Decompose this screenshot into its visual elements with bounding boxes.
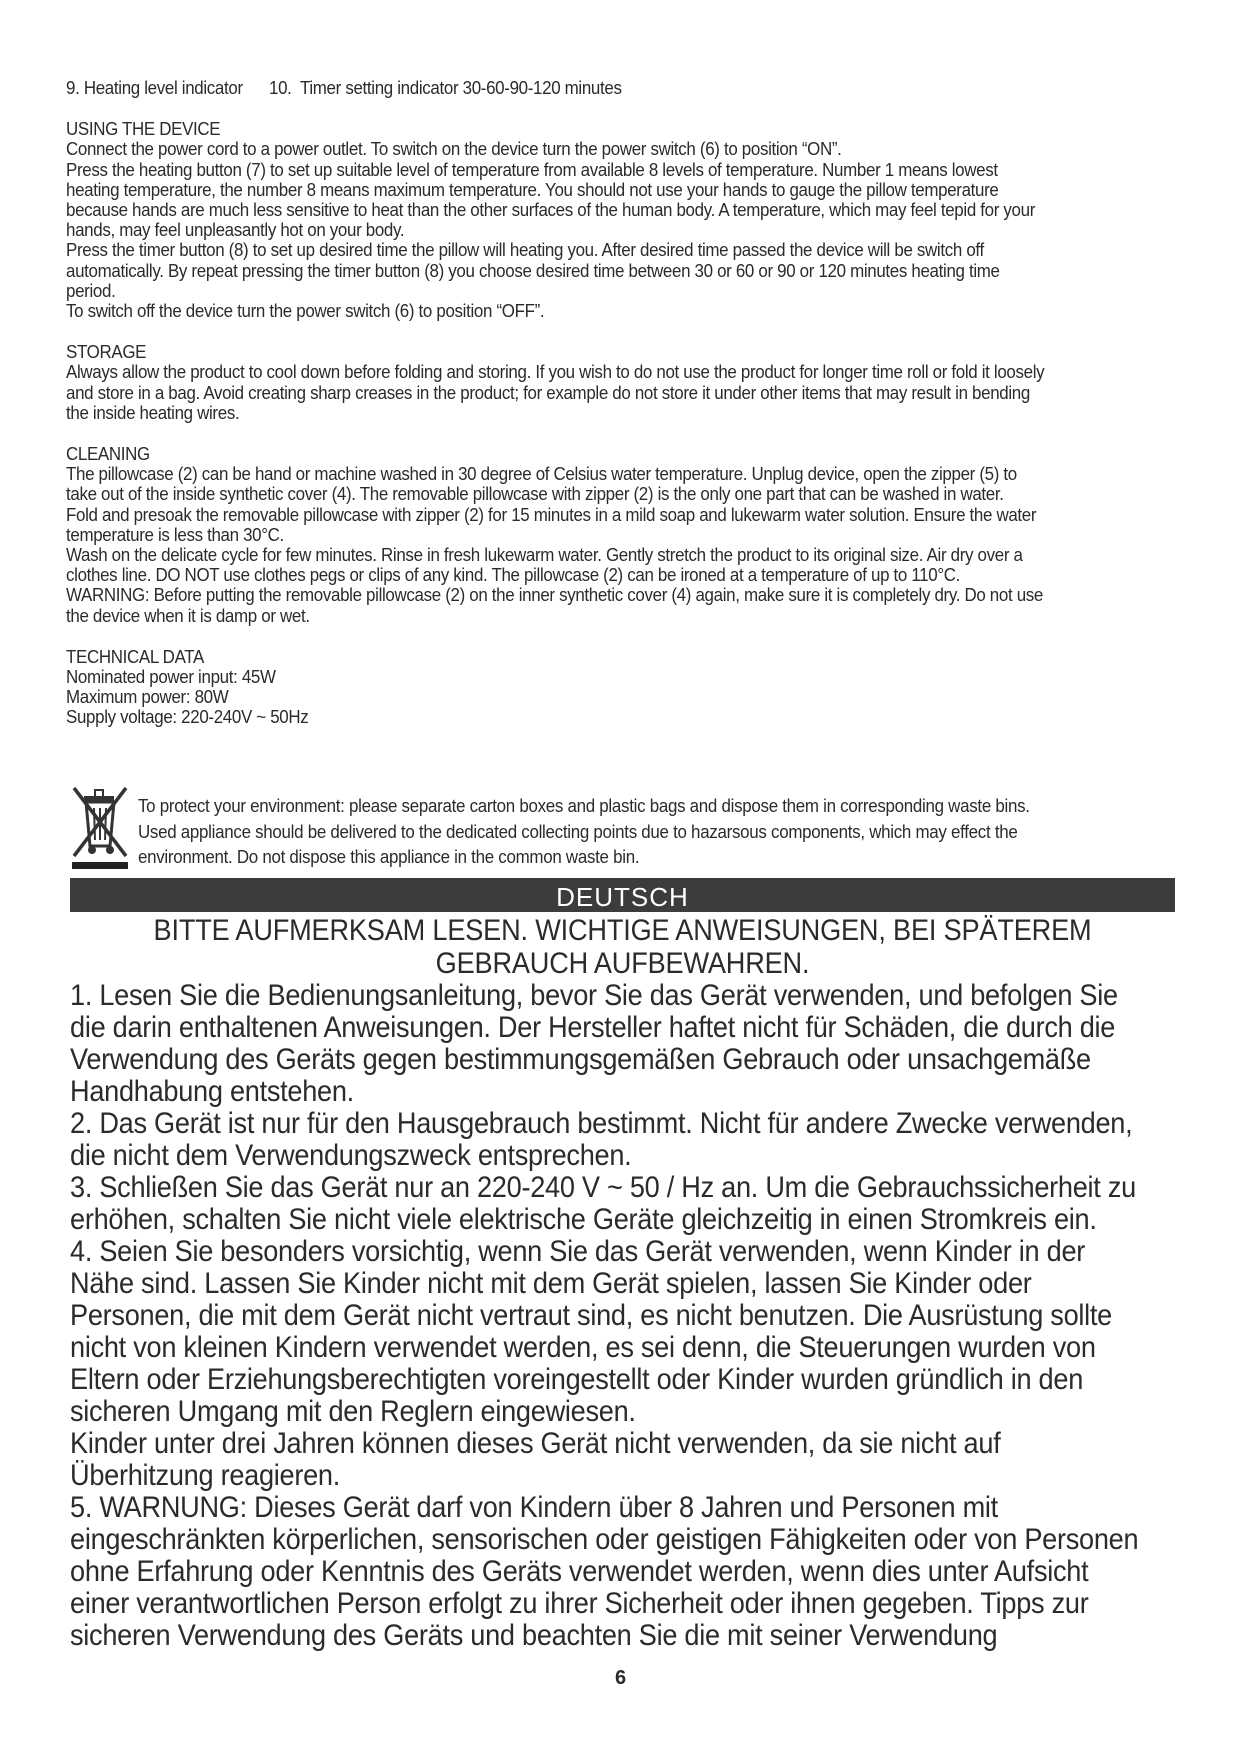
technical-line: Supply voltage: 220-240V ~ 50Hz [66, 707, 309, 728]
using-line: heating temperature, the number 8 means maximum temperature. You should not use your hands to gauge the pillow temperature [66, 179, 999, 200]
german-line: Nähe sind. Lassen Sie Kinder nicht mit dem Gerät spielen, lassen Sie Kinder oder [70, 1267, 1032, 1300]
cleaning-line: clothes line. DO NOT use clothes pegs or clips of any kind. The pillowcase (2) can be ironed at a temperature of up to 110°C. [66, 565, 961, 586]
crossed-out-bin-icon [70, 784, 130, 870]
german-title [114, 914, 1131, 980]
environment-line: Used appliance should be delivered to the dedicated collecting points due to hazarsous components, which may effect the [138, 821, 1018, 842]
german-line: Verwendung des Geräts gegen bestimmungsgemäßen Gebrauch oder unsachgemäße [70, 1043, 1091, 1076]
german-line: einer verantwortlichen Person erfolgt zu ihrer Sicherheit oder ihnen gegeben. Tipps zur [70, 1587, 1089, 1620]
technical-heading: TECHNICAL DATA [66, 646, 204, 667]
german-line: Überhitzung reagieren. [70, 1459, 341, 1492]
german-line: die darin enthaltenen Anweisungen. Der Hersteller haftet nicht für Schäden, die durch die [70, 1011, 1116, 1044]
storage-line: Always allow the product to cool down before folding and storing. If you wish to do not use the product for longer time roll or fold it loosely [66, 362, 1045, 383]
german-line: 3. Schließen Sie das Gerät nur an 220-240 V ~ 50 / Hz an. Um die Gebrauchssicherheit zu [70, 1171, 1136, 1204]
indicators-line: 9. Heating level indicator 10. Timer setting indicator 30-60-90-120 minutes [66, 78, 622, 98]
using-line: period. [66, 280, 116, 301]
environment-notice [66, 784, 1186, 870]
technical-line: Maximum power: 80W [66, 687, 229, 708]
using-heading: USING THE DEVICE [66, 119, 221, 140]
german-line: 1. Lesen Sie die Bedienungsanleitung, bevor Sie das Gerät verwenden, und befolgen Sie [70, 979, 1118, 1012]
technical-line: Nominated power input: 45W [66, 667, 276, 688]
german-line: nicht von kleinen Kindern verwendet werden, es sei denn, die Steuerungen wurden von [70, 1331, 1096, 1364]
english-section [66, 78, 1108, 728]
german-line: 5. WARNUNG: Dieses Gerät darf von Kindern über 8 Jahren und Personen mit [70, 1491, 998, 1524]
german-title-line: BITTE AUFMERKSAM LESEN. WICHTIGE ANWEISUNGEN, BEI SPÄTEREM [153, 914, 1092, 947]
german-line: Kinder unter drei Jahren können dieses Gerät nicht verwenden, da sie nicht auf [70, 1427, 1001, 1460]
german-line: sicheren Verwendung des Geräts und beachten Sie die mit seiner Verwendung [70, 1619, 998, 1652]
german-line: ohne Erfahrung oder Kenntnis des Geräts verwendet werden, wenn dies unter Aufsicht [70, 1555, 1089, 1588]
cleaning-line: the device when it is damp or wet. [66, 605, 310, 626]
german-line: eingeschränkten körperlichen, sensorischen oder geistigen Fähigkeiten oder von Personen [70, 1523, 1139, 1556]
storage-line: and store in a bag. Avoid creating sharp creases in the product; for example do not store it under other items that may result in bending [66, 382, 1030, 403]
environment-line: environment. Do not dispose this appliance in the common waste bin. [138, 847, 640, 867]
german-line: die nicht dem Verwendungszweck entsprechen. [70, 1139, 632, 1172]
german-line: Personen, die mit dem Gerät nicht vertraut sind, es nicht benutzen. Die Ausrüstung sollte [70, 1299, 1113, 1332]
using-line: because hands are much less sensitive to heat than the other surfaces of the human body. A temperature, which may feel tepid for your [66, 200, 1036, 221]
using-line: Connect the power cord to a power outlet. To switch on the device turn the power switch (6) to position “ON”. [66, 139, 842, 160]
using-line: To switch off the device turn the power switch (6) to position “OFF”. [66, 301, 545, 322]
storage-heading: STORAGE [66, 342, 147, 363]
cleaning-line: WARNING: Before putting the removable pillowcase (2) on the inner synthetic cover (4) again, make sure it is completely dry. Do not use [66, 585, 1044, 606]
using-line: hands, may feel unpleasantly hot on your body. [66, 220, 405, 241]
using-line: automatically. By repeat pressing the timer button (8) you choose desired time between 30 or 60 or 90 or 120 minutes heating time [66, 260, 1000, 281]
using-line: Press the timer button (8) to set up desired time the pillow will heating you. After desired time passed the device will be switch off [66, 240, 984, 261]
page-number: 6 [614, 1667, 627, 1689]
using-line: Press the heating button (7) to set up suitable level of temperature from available 8 levels of temperature. Number 1 means lowest [66, 159, 998, 180]
cleaning-line: The pillowcase (2) can be hand or machine washed in 30 degree of Celsius water temperature. Unplug device, open the zipper (5) to [66, 464, 1017, 485]
cleaning-line: take out of the inside synthetic cover (4). The removable pillowcase with zipper (2) is the only one part that can be washed in water. [66, 484, 1004, 505]
german-instructions [70, 980, 1151, 1652]
german-line: erhöhen, schalten Sie nicht viele elektrische Geräte gleichzeitig in einen Stromkreis ein. [70, 1203, 1097, 1236]
german-line: sicheren Umgang mit den Reglern eingewiesen. [70, 1395, 636, 1428]
german-line: Handhabung entstehen. [70, 1075, 354, 1108]
german-line: 2. Das Gerät ist nur für den Hausgebrauch bestimmt. Nicht für andere Zwecke verwenden, [70, 1107, 1133, 1140]
german-line: Eltern oder Erziehungsberechtigten voreingestellt oder Kinder wurden gründlich in den [70, 1363, 1084, 1396]
cleaning-line: temperature is less than 30°C. [66, 524, 284, 545]
language-banner [70, 878, 1175, 912]
german-line: 4. Seien Sie besonders vorsichtig, wenn Sie das Gerät verwenden, wenn Kinder in der [70, 1235, 1086, 1268]
language-label: DEUTSCH [556, 882, 689, 912]
cleaning-line: Fold and presoak the removable pillowcase with zipper (2) for 15 minutes in a mild soap and lukewarm water solution. Ensure the water [66, 504, 1037, 525]
environment-text [138, 794, 1170, 871]
cleaning-line: Wash on the delicate cycle for few minutes. Rinse in fresh lukewarm water. Gently stretch the product to its original size. Air dry over a [66, 545, 1023, 566]
cleaning-heading: CLEANING [66, 444, 150, 465]
environment-line: To protect your environment: please separate carton boxes and plastic bags and dispose them in corresponding waste bins. [138, 796, 1030, 816]
german-title-line: GEBRAUCH AUFBEWAHREN. [435, 947, 810, 980]
storage-line: the inside heating wires. [66, 402, 240, 423]
